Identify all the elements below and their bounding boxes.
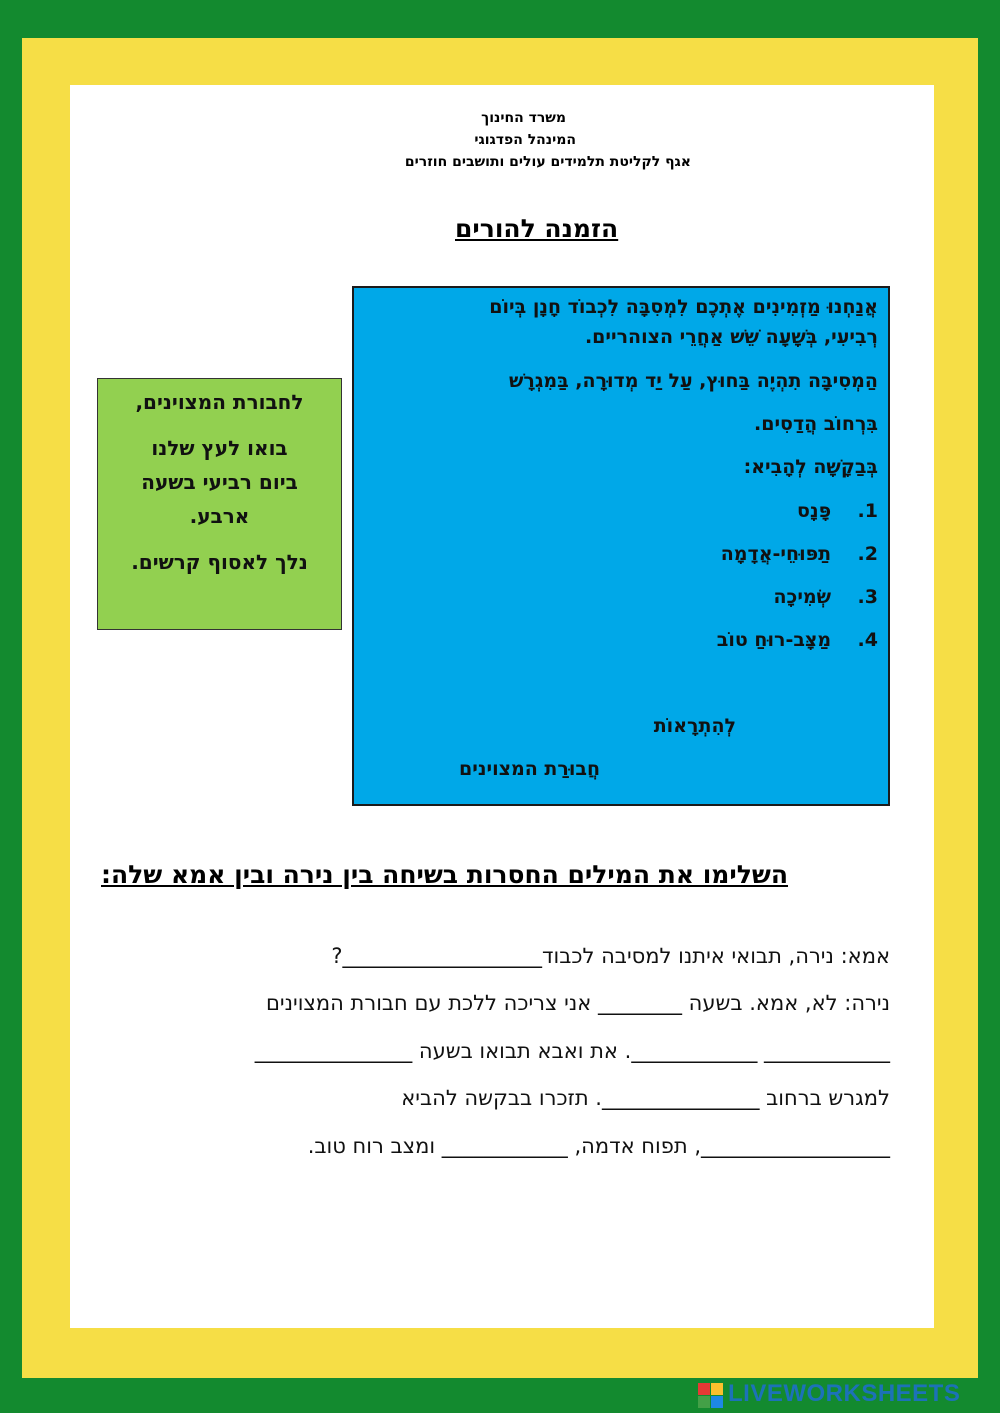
exercise-instructions: השלימו את המילים החסרות בשיחה בין נירה ובין אמא שלה: [101,860,789,889]
invitation-line-1: אֲנַחְנוּ מַזְמִינִים אֶתְכֶם לִמְסִבָּה לִכְבוֹד חָנָן בְּיוֹם [489,296,878,318]
invitation-line-2: רְבִיעִי, בְּשָׁעָה שֵׁשׁ אַחֲרֵי הצוהריים. [584,326,878,348]
list-item: 2. תַפּוּחֵי-אֲדָמָה [720,543,878,565]
note-line-1: לחבורת המצוינים, [135,390,304,414]
note-line-4: ארבע. [189,504,250,528]
request-label: בְּבַקָשָׁה לְהָבִיא: [743,456,878,478]
secret-note-box [97,378,342,630]
department-name: אגף לקליטת תלמידים עולים ותושבים חוזרים [404,154,691,170]
dialogue-line-4: למגרש ברחוב _______________. תזכרו בבקשה להביא [401,1086,890,1110]
dialogue-line-3: ____________ ____________. את ואבא תבואו בשעה _______________ [254,1039,890,1063]
dialogue-line-1: אמא: נירה, תבואי איתנו למסיבה לכבוד___________________? [331,944,890,968]
dialogue-line-2: נירה: לא, אמא. בשעה ________ אני צריכה ללכת עם חבורת המצוינים [265,991,890,1015]
note-line-5: נלך לאסוף קרשים. [131,550,308,574]
invitation-line-4: בִּרְחוֹב הֲדַסִים. [754,413,878,435]
list-item: 1. פָּנָס [797,500,878,522]
signature: חֲבוּרַת המצוינים [459,758,600,780]
list-item: 4. מַצָּב-רוּחַ טוֹב [716,629,878,651]
pedagogic-administration: המינהל הפדגוגי [474,132,576,148]
list-item: 3. שְׂמִיכָה [773,586,878,608]
ministry-name: משרד החינוך [481,110,566,126]
page-title: הזמנה להורים [455,214,619,243]
note-line-2: בואו לעץ שלנו [151,436,288,460]
invitation-box [352,286,890,806]
note-line-3: ביום רביעי בשעה [141,470,298,494]
invitation-line-3: הַמְסִיבָּה תִהְיֶה בַּחוּץ, עַל יַד מְדוּרָה, בַּמִגְרָשׁ [509,370,878,392]
dialogue-line-5: __________________, תפוח אדמה, ____________ ומצב רוח טוב. [307,1134,890,1158]
liveworksheets-logo-icon [698,1383,724,1409]
closing-text: לְהִתְרָאוֹת [653,715,736,737]
liveworksheets-logo[interactable]: LIVEWORKSHEETS [728,1380,961,1407]
